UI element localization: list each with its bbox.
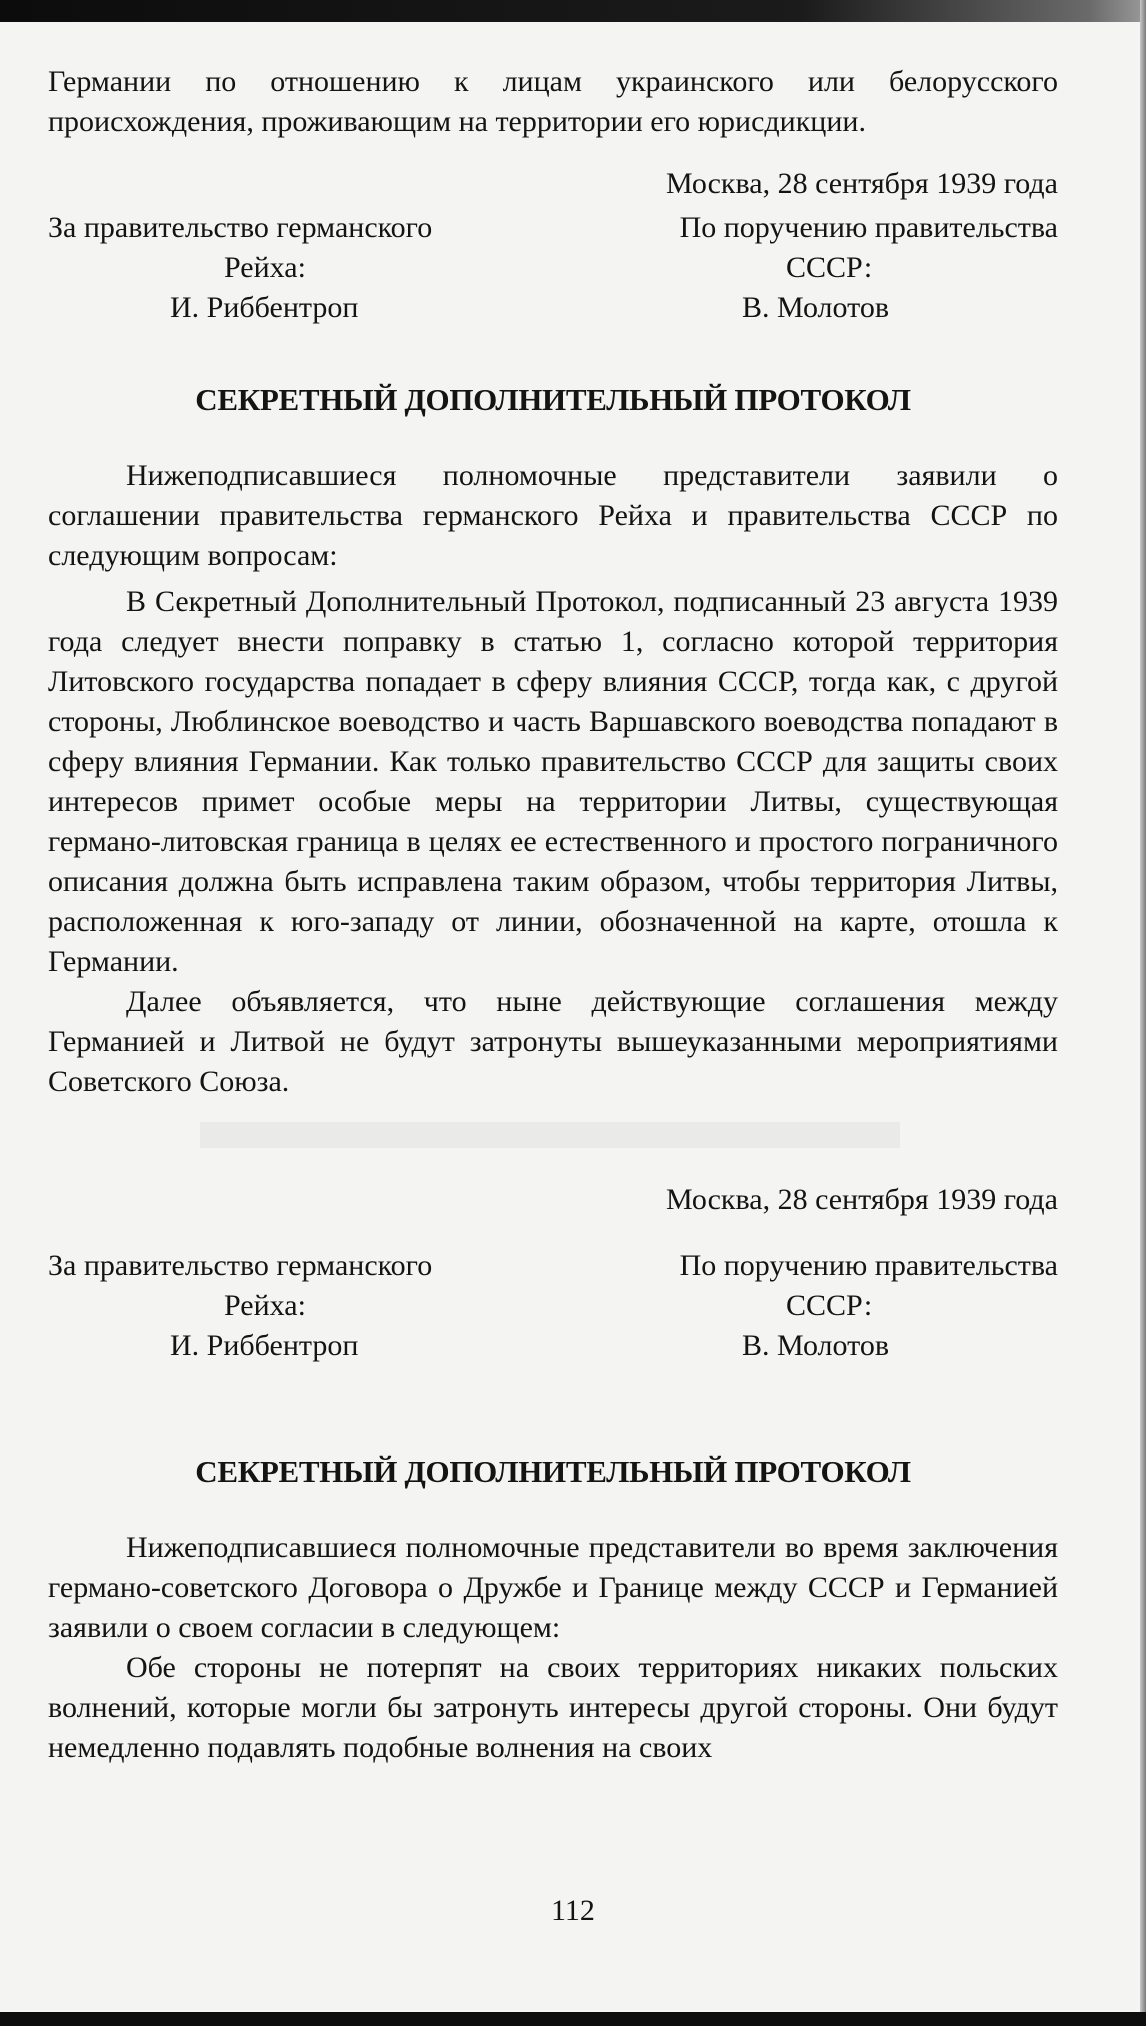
bleed-through-shadow xyxy=(200,1122,900,1148)
german-signatory xyxy=(48,208,548,328)
protocol-1-title: СЕКРЕТНЫЙ ДОПОЛНИТЕЛЬНЫЙ ПРОТОКОЛ xyxy=(195,382,911,417)
signature-block-1 xyxy=(48,164,1058,328)
german-signatory-line1: За правительство германского xyxy=(48,1249,433,1282)
page-number: 112 xyxy=(551,1894,595,1927)
protocol-1 xyxy=(48,380,1058,1102)
protocol-1-paragraph-1: Нижеподписавшиеся полномочные представители заявили о соглашении правительства германского Рейха и правительства СССР по следующим вопросам: xyxy=(48,459,1058,572)
german-signatory-line2: Рейха: xyxy=(224,251,306,284)
soviet-signatory xyxy=(618,1246,1058,1366)
signatures xyxy=(48,1246,1058,1366)
german-signatory-name: И. Риббентроп xyxy=(170,291,359,324)
book-page xyxy=(0,22,1146,2012)
scan-bottom-edge xyxy=(0,2012,1146,2026)
soviet-signatory-line2: СССР: xyxy=(786,251,873,284)
opening-paragraph: Германии по отношению к лицам украинского или белорусского происхождения, проживающим на территории его юрисдикции. xyxy=(48,65,1058,138)
soviet-signatory-name: В. Молотов xyxy=(742,291,889,324)
scan-right-edge xyxy=(1140,0,1146,2026)
soviet-signatory xyxy=(618,208,1058,328)
german-signatory-line1: За правительство германского xyxy=(48,211,433,244)
soviet-signatory-line1: По поручению правительства xyxy=(679,1249,1058,1282)
opening-section xyxy=(48,62,1058,142)
protocol-2-paragraph-2: Обе стороны не потерпят на своих территориях никаких польских волнений, которые могли бы затронуть интересы другой стороны. Они будут немедленно подавлять подобные волнения на своих xyxy=(48,1651,1058,1764)
protocol-1-paragraph-3: Далее объявляется, что ныне действующие соглашения между Германией и Литвой не будут затронуты вышеуказанными мероприятиями Советского Союза. xyxy=(48,985,1058,1098)
signature-date: Москва, 28 сентября 1939 года xyxy=(665,1183,1058,1216)
signatures xyxy=(48,208,1058,328)
signature-block-2 xyxy=(48,1180,1058,1366)
soviet-signatory-line2: СССР: xyxy=(786,1289,873,1322)
scan-top-edge xyxy=(0,0,1146,22)
signature-date: Москва, 28 сентября 1939 года xyxy=(665,167,1058,200)
german-signatory xyxy=(48,1246,548,1366)
german-signatory-line2: Рейха: xyxy=(224,1289,306,1322)
soviet-signatory-name: В. Молотов xyxy=(742,1329,889,1362)
german-signatory-name: И. Риббентроп xyxy=(170,1329,359,1362)
protocol-2-title: СЕКРЕТНЫЙ ДОПОЛНИТЕЛЬНЫЙ ПРОТОКОЛ xyxy=(195,1454,911,1489)
protocol-1-paragraph-2: В Секретный Дополнительный Протокол, подписанный 23 августа 1939 года следует внести поправку в статью 1, согласно которой территория Литовского государства попадает в сферу влияния СССР, тогда как, с другой стороны, Люблинское воеводство и часть Варшавского воеводства попадают в сферу влияния Германии. Как только правительство СССР для защиты своих интересов примет особые меры на территории Литвы, существующая германо-литовская граница в целях ее естественного и простого пограничного описания должна быть исправлена таким образом, чтобы территория Литвы, расположенная к юго-западу от линии, обозначенной на карте, отошла к Германии. xyxy=(48,585,1058,978)
protocol-2-paragraph-1: Нижеподписавшиеся полномочные представители во время заключения германо-советского Договора о Дружбе и Границе между СССР и Германией заявили о своем согласии в следующем: xyxy=(48,1531,1058,1644)
soviet-signatory-line1: По поручению правительства xyxy=(679,211,1058,244)
protocol-2 xyxy=(48,1452,1058,1768)
